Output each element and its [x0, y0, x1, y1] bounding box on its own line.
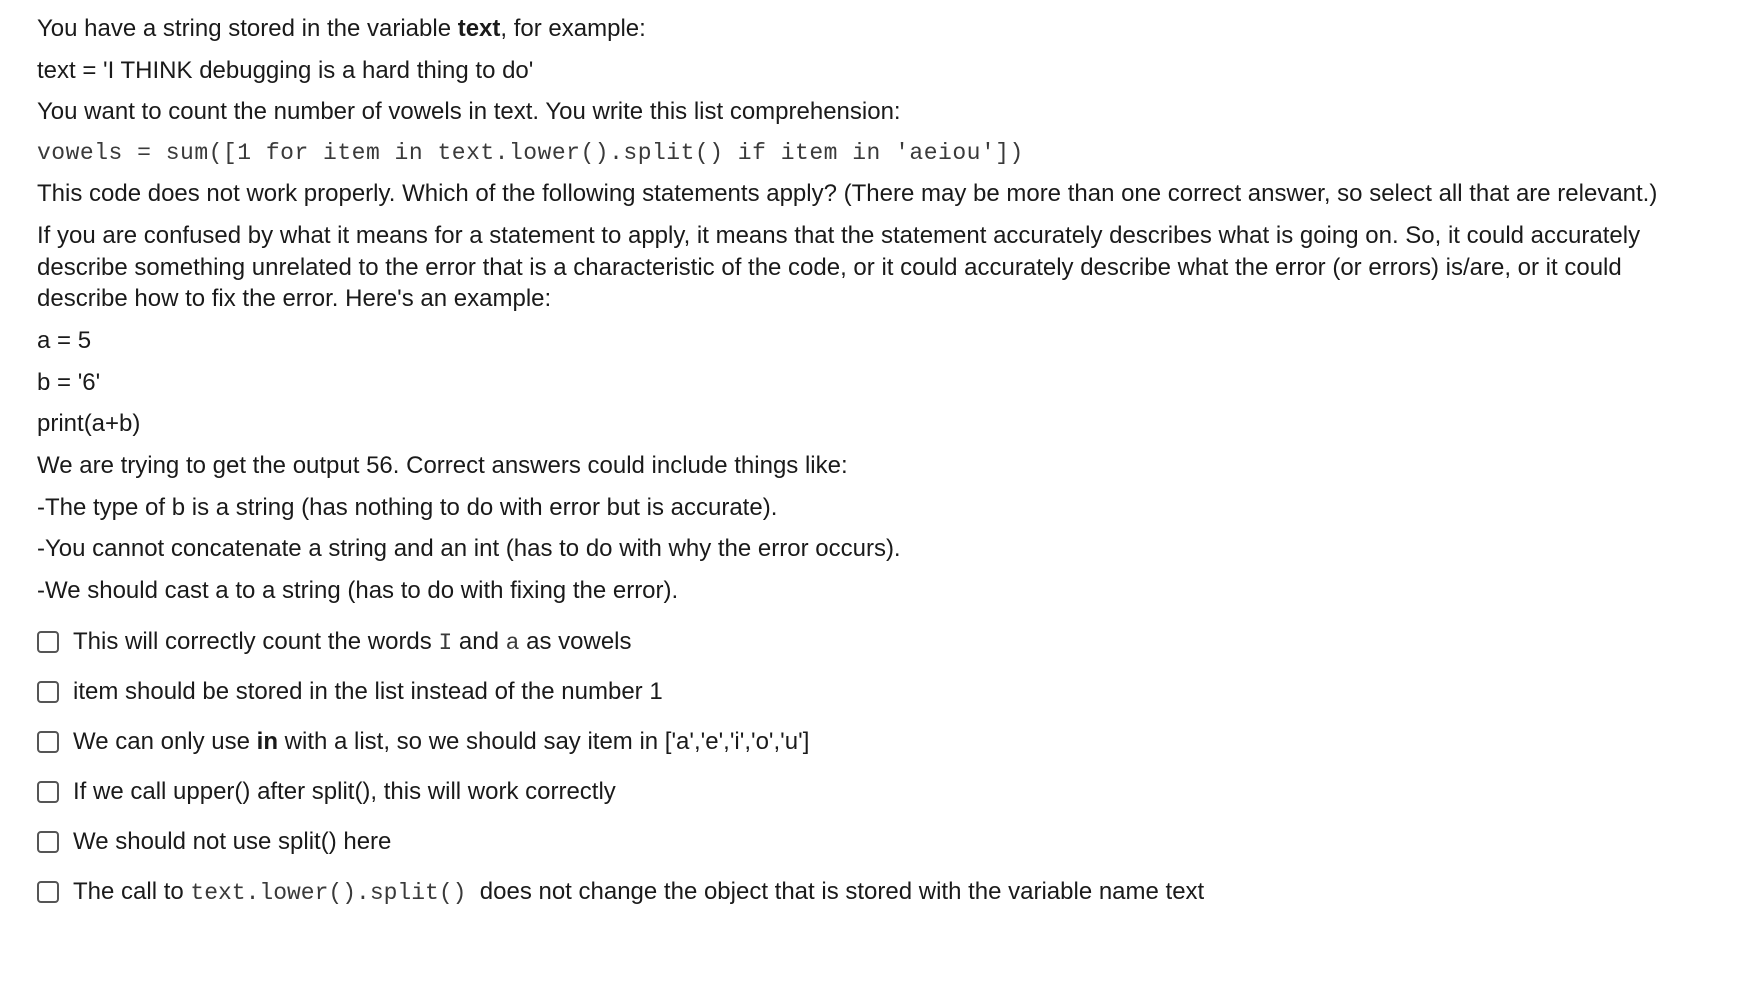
hint-line-1: -The type of b is a string (has nothing to do with error but is accurate).: [37, 493, 778, 521]
option-6-text-post: does not change the object that is stored with the variable name text: [466, 877, 1205, 905]
variable-name-bold: text: [457, 15, 501, 42]
option-1[interactable]: [37, 617, 1697, 667]
option-1-label: [73, 626, 632, 658]
option-1-text-mid: and: [452, 627, 506, 655]
example-print-line: print(a+b): [37, 410, 141, 438]
option-3-text-pre: We can only use: [73, 727, 257, 755]
answer-options: [37, 617, 1697, 917]
option-3-checkbox[interactable]: [37, 731, 59, 753]
explanation-text: If you are confused by what it means for a statement to apply, it means that the statement accurately describes what is going on. So, it could accurately describe something unrelated to the error that is a characteristic of the code, or it could accurately describe what the error (or errors) is/are, or it could describe how to fix the error. Here's an example:: [37, 222, 1641, 313]
option-6-code: text.lower().split(): [190, 879, 467, 906]
option-1-text-pre: This will correctly count the words: [73, 627, 439, 655]
option-1-code-a: a: [505, 629, 520, 656]
example-text-line: text = 'I THINK debugging is a hard thing to do': [37, 56, 534, 84]
option-4-label: If we call upper() after split(), this will work correctly: [73, 777, 616, 805]
option-1-text-post: as vowels: [519, 627, 632, 655]
option-6[interactable]: [37, 867, 1697, 917]
option-3-text-post: with a list, so we should say item in ['a','e','i','o','u']: [277, 727, 810, 755]
option-3-label: [73, 726, 809, 758]
option-5[interactable]: [37, 817, 1697, 867]
option-1-code-i: I: [438, 629, 453, 656]
option-6-checkbox[interactable]: [37, 881, 59, 903]
example-a-line: a = 5: [37, 327, 92, 355]
option-2-checkbox[interactable]: [37, 681, 59, 703]
hint-line-3: -We should cast a to a string (has to do with fixing the error).: [37, 577, 679, 605]
intro-line-post: , for example:: [500, 15, 646, 42]
option-6-text-pre: The call to: [73, 877, 191, 905]
option-2[interactable]: [37, 667, 1697, 717]
option-6-label: [73, 876, 1204, 908]
question-text: This code does not work properly. Which of the following statements apply? (There may be more than one correct answer, so select all that are relevant.): [37, 180, 1658, 208]
option-3-bold: in: [256, 727, 278, 755]
intro-line: [37, 13, 1697, 45]
example-b-line: b = '6': [37, 368, 101, 396]
option-5-label: We should not use split() here: [73, 827, 392, 855]
option-4[interactable]: [37, 767, 1697, 817]
option-3[interactable]: [37, 717, 1697, 767]
intro-line-pre: You have a string stored in the variable: [37, 15, 458, 42]
option-2-label: item should be stored in the list instead of the number 1: [73, 677, 663, 705]
option-5-checkbox[interactable]: [37, 831, 59, 853]
option-1-checkbox[interactable]: [37, 631, 59, 653]
hint-line-2: -You cannot concatenate a string and an int (has to do with why the error occurs).: [37, 535, 901, 563]
option-4-checkbox[interactable]: [37, 781, 59, 803]
want-line: You want to count the number of vowels in text. You write this list comprehension:: [37, 98, 901, 126]
code-snippet: vowels = sum([1 for item in text.lower().split() if item in 'aeiou']): [37, 140, 1024, 167]
goal-line: We are trying to get the output 56. Correct answers could include things like:: [37, 452, 848, 480]
